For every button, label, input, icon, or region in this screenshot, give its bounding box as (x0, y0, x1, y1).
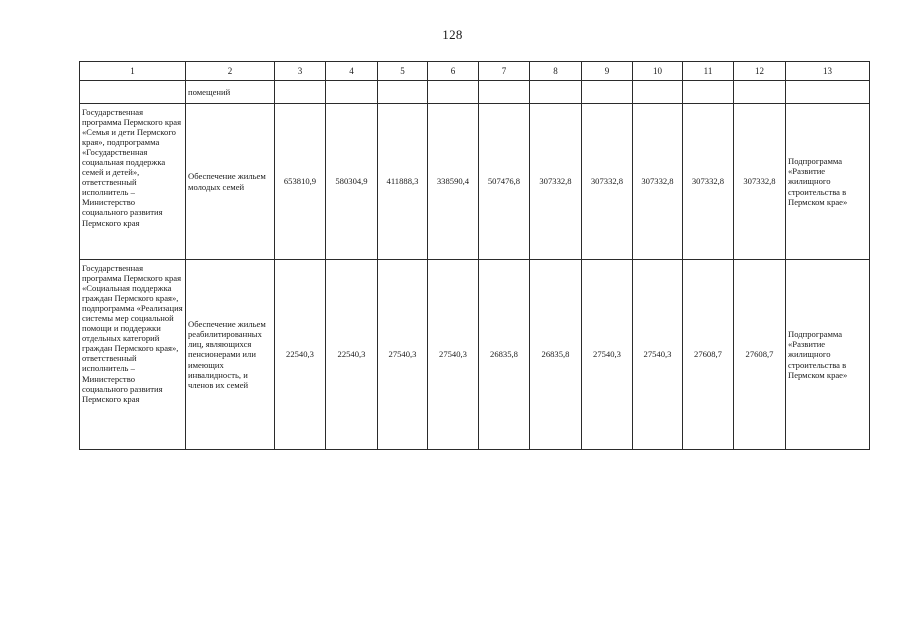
measure-cell: Обеспечение жильем молодых семей (186, 104, 275, 260)
value-cell: 22540,3 (326, 260, 378, 450)
column-header-8: 8 (530, 62, 582, 81)
measure-cell: Обеспечение жильем реабилитированных лиц, являющихся пенсионерами или имеющих инвалидность, и членов их семей (186, 260, 275, 450)
value-cell: 653810,9 (275, 104, 326, 260)
program-cell: Государственная программа Пермского края «Социальная поддержка граждан Пермского края», подпрограмма «Реализация системы мер социальной помощи и поддержки отдельных категорий граждан Пермского края», ответственный исполнитель – Министерство социального развития Пермского края (80, 260, 186, 450)
column-header-12: 12 (734, 62, 786, 81)
value-cell: 307332,8 (582, 104, 633, 260)
value-cell: 27608,7 (734, 260, 786, 450)
table-cell (80, 81, 186, 104)
table-cell (786, 81, 870, 104)
column-header-6: 6 (428, 62, 479, 81)
value-cell: 307332,8 (530, 104, 582, 260)
value-cell: 27540,3 (378, 260, 428, 450)
column-header-4: 4 (326, 62, 378, 81)
value-cell: 307332,8 (734, 104, 786, 260)
table-row (80, 104, 870, 260)
table-cell (683, 81, 734, 104)
table-cell: помещений (186, 81, 275, 104)
column-header-3: 3 (275, 62, 326, 81)
table-cell (479, 81, 530, 104)
subprogram-cell: Подпрограмма «Развитие жилищного строительства в Пермском крае» (786, 260, 870, 450)
column-header-5: 5 (378, 62, 428, 81)
value-cell: 338590,4 (428, 104, 479, 260)
table-cell (428, 81, 479, 104)
table-cell (734, 81, 786, 104)
column-header-9: 9 (582, 62, 633, 81)
value-cell: 26835,8 (530, 260, 582, 450)
value-cell: 411888,3 (378, 104, 428, 260)
table-cell (275, 81, 326, 104)
value-cell: 307332,8 (683, 104, 734, 260)
column-header-7: 7 (479, 62, 530, 81)
value-cell: 27540,3 (633, 260, 683, 450)
budget-table (79, 61, 870, 450)
value-cell: 27608,7 (683, 260, 734, 450)
column-header-11: 11 (683, 62, 734, 81)
value-cell: 27540,3 (582, 260, 633, 450)
value-cell: 27540,3 (428, 260, 479, 450)
table-cell (582, 81, 633, 104)
value-cell: 507476,8 (479, 104, 530, 260)
column-header-10: 10 (633, 62, 683, 81)
page-number: 128 (442, 27, 463, 42)
value-cell: 580304,9 (326, 104, 378, 260)
column-number-row (80, 62, 870, 81)
table-row (80, 260, 870, 450)
continuation-row (80, 81, 870, 104)
value-cell: 22540,3 (275, 260, 326, 450)
value-cell: 307332,8 (633, 104, 683, 260)
column-header-13: 13 (786, 62, 870, 81)
table-cell (378, 81, 428, 104)
table-cell (633, 81, 683, 104)
table-cell (530, 81, 582, 104)
value-cell: 26835,8 (479, 260, 530, 450)
column-header-1: 1 (80, 62, 186, 81)
subprogram-cell: Подпрограмма «Развитие жилищного строительства в Пермском крае» (786, 104, 870, 260)
column-header-2: 2 (186, 62, 275, 81)
table-cell (326, 81, 378, 104)
program-cell: Государственная программа Пермского края «Семья и дети Пермского края», подпрограмма «Государственная социальная поддержка семей и детей», ответственный исполнитель – Министерство социального развития Пермского края (80, 104, 186, 260)
